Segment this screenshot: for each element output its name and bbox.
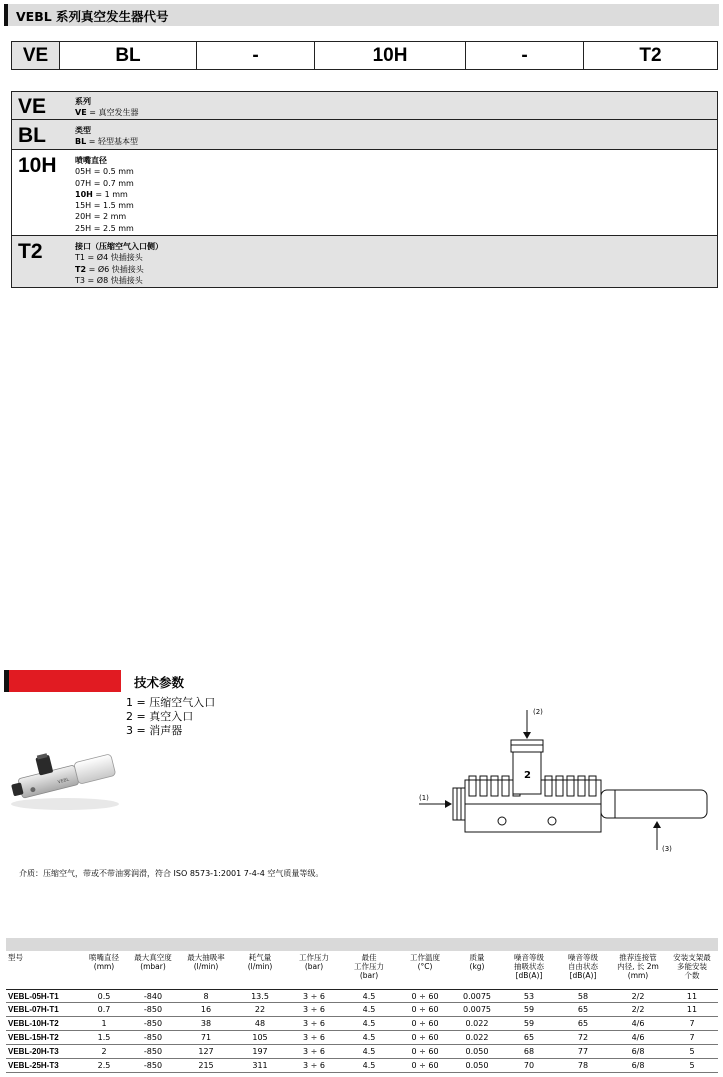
spec-table-header [6, 954, 718, 988]
model-code-cell: VEBL-10H-T2 [8, 1019, 59, 1028]
port-item: 1 = 压缩空气入口 [126, 696, 216, 709]
legend-body [75, 241, 163, 286]
legend-code: BL [18, 124, 46, 147]
spec-header-line: [dB(A)] [515, 970, 543, 980]
legend-row-series [12, 92, 717, 120]
legend-item: 10H = 1 mm [75, 189, 128, 199]
legend-heading: 喷嘴直径 [75, 156, 107, 165]
spec-value-cell: 4.5 [362, 1019, 376, 1028]
spec-value-cell: 4/6 [631, 1033, 645, 1042]
spec-header-line: (bar) [359, 970, 379, 980]
spec-value-cell: 311 [252, 1061, 268, 1070]
spec-value-cell: 0.022 [465, 1033, 489, 1042]
spec-header-line: (l/min) [247, 961, 273, 971]
spec-value-cell: 0.050 [465, 1047, 489, 1056]
code-cell-series: VE [12, 42, 60, 69]
spec-value-cell: 127 [198, 1047, 214, 1056]
legend-item: 15H = 1.5 mm [75, 201, 134, 211]
spec-header-cell [128, 954, 178, 972]
legend-item: T3 = Ø8 快插接头 [75, 275, 143, 285]
spec-header-cell [234, 954, 286, 972]
spec-value-cell: 3 ÷ 6 [303, 1061, 325, 1070]
spec-value-cell: 78 [577, 1061, 589, 1070]
model-code-cell: VEBL-05H-T1 [8, 992, 59, 1001]
section-accent-bar [4, 670, 121, 692]
spec-value-cell: 59 [523, 1019, 535, 1028]
legend-code: 10H [18, 154, 57, 177]
model-code-cell: VEBL-25H-T3 [8, 1061, 59, 1070]
spec-value-cell: 4.5 [362, 1033, 376, 1042]
spec-value-cell: 0 ÷ 60 [411, 1033, 439, 1042]
spec-header-line: 安装支架最 [673, 953, 711, 962]
spec-value-cell: 13.5 [251, 992, 269, 1001]
spec-value-cell: 0.0075 [463, 992, 491, 1001]
spec-value-cell: 5 [689, 1047, 695, 1056]
spec-value-cell: 0 ÷ 60 [411, 1047, 439, 1056]
spec-value-cell: 11 [686, 992, 698, 1001]
code-cell-type: BL [60, 42, 197, 69]
spec-value-cell: -840 [143, 992, 163, 1001]
spec-value-cell: 105 [252, 1033, 268, 1042]
spec-header-line: 噪音等级 [514, 953, 544, 962]
spec-header-line: 抽吸状态 [514, 961, 544, 971]
legend-item: 05H = 0.5 mm [75, 167, 134, 177]
spec-table-row [6, 989, 718, 1003]
spec-value-cell: 0.022 [465, 1019, 489, 1028]
medium-note: 介质：压缩空气，带或不带油雾润滑，符合 ISO 8573-1:2001 7-4-4 空气质量等级。 [19, 869, 324, 878]
technical-drawing [405, 700, 715, 860]
spec-table-row [6, 1017, 718, 1031]
spec-value-cell: 2/2 [631, 992, 645, 1001]
model-code-cell: VEBL-07H-T1 [8, 1005, 59, 1014]
spec-value-cell: 1 [101, 1019, 107, 1028]
spec-value-cell: 77 [577, 1047, 589, 1056]
legend-body [75, 96, 138, 119]
tech-section-title: 技术参数 [134, 675, 185, 690]
spec-table-row [6, 1031, 718, 1045]
spec-value-cell: 2/2 [631, 1005, 645, 1014]
spec-header-cell [8, 954, 78, 963]
spec-value-cell: 53 [523, 992, 535, 1001]
spec-header-cell [502, 954, 556, 980]
spec-value-cell: 4.5 [362, 1061, 376, 1070]
spec-header-cell [556, 954, 610, 980]
code-cell-dash: - [466, 42, 584, 69]
spec-value-cell: 0.050 [465, 1061, 489, 1070]
spec-value-cell: 71 [200, 1033, 212, 1042]
spec-value-cell: 65 [577, 1019, 589, 1028]
spec-value-cell: 4.5 [362, 992, 376, 1001]
spec-header-cell [454, 954, 500, 972]
spec-table-row [6, 1003, 718, 1017]
legend-item: T1 = Ø4 快插接头 [75, 253, 143, 263]
spec-table-row [6, 1045, 718, 1059]
spec-header-line: 自由状态 [568, 961, 598, 971]
legend-item: 07H = 0.7 mm [75, 178, 134, 188]
port-2-mark: 2 [524, 770, 531, 781]
spec-header-line: 工作温度 [410, 953, 440, 962]
legend-row-type [12, 120, 717, 150]
spec-value-cell: 0.7 [97, 1005, 111, 1014]
spec-value-cell: 5 [689, 1061, 695, 1070]
order-code-strip [11, 41, 718, 70]
silencer-label: (3) [662, 845, 672, 853]
spec-value-cell: 72 [577, 1033, 589, 1042]
spec-value-cell: 0 ÷ 60 [411, 1061, 439, 1070]
spec-header-line: (l/min) [193, 961, 219, 971]
legend-row-port [12, 236, 717, 287]
legend-heading: 接口（压缩空气入口侧） [75, 242, 163, 251]
spec-value-cell: 4.5 [362, 1047, 376, 1056]
spec-header-cell [398, 954, 452, 972]
spec-value-cell: 6/8 [631, 1047, 645, 1056]
spec-header-line: (mm) [627, 970, 649, 980]
spec-header-line: 工作压力 [299, 953, 329, 962]
legend-body [75, 125, 138, 148]
spec-value-cell: 65 [577, 1005, 589, 1014]
spec-value-cell: 59 [523, 1005, 535, 1014]
spec-value-cell: 3 ÷ 6 [303, 1047, 325, 1056]
spec-header-line: 最佳 [361, 953, 377, 962]
spec-value-cell: 22 [254, 1005, 266, 1014]
spec-header-line: 工作压力 [354, 961, 384, 971]
spec-value-cell: 197 [252, 1047, 268, 1056]
spec-header-cell [342, 954, 396, 980]
section-title-bar [4, 4, 719, 26]
spec-value-cell: 16 [200, 1005, 212, 1014]
spec-header-cell [666, 954, 718, 980]
spec-value-cell: 65 [523, 1033, 535, 1042]
spec-value-cell: -850 [143, 1033, 163, 1042]
spec-header-line: 推荐连接管 [619, 953, 657, 962]
code-cell-dash: - [197, 42, 315, 69]
spec-header-line: 多能安装 [677, 961, 707, 971]
vacuum-label: (2) [533, 708, 543, 716]
spec-value-cell: 3 ÷ 6 [303, 1005, 325, 1014]
legend-code: VE [18, 95, 47, 118]
spec-header-line: 质量 [469, 953, 485, 962]
spec-value-cell: 7 [689, 1019, 695, 1028]
legend-item: 25H = 2.5 mm [75, 223, 134, 233]
product-label: VEBL [57, 777, 70, 786]
spec-table-body [6, 989, 718, 1073]
legend-item: BL = 轻型基本型 [75, 137, 138, 147]
spec-value-cell: 38 [200, 1019, 212, 1028]
model-code-cell: VEBL-20H-T3 [8, 1047, 59, 1056]
code-cell-nozzle: 10H [315, 42, 466, 69]
spec-header-line: [dB(A)] [569, 970, 597, 980]
spec-value-cell: 3 ÷ 6 [303, 1019, 325, 1028]
spec-value-cell: 2 [101, 1047, 107, 1056]
spec-value-cell: 215 [198, 1061, 214, 1070]
spec-value-cell: 48 [254, 1019, 266, 1028]
spec-header-line: 个数 [684, 970, 700, 980]
legend-heading: 类型 [75, 126, 91, 135]
port-legend [126, 696, 215, 738]
spec-value-cell: 68 [523, 1047, 535, 1056]
spec-header-line: 最大抽吸率 [187, 953, 225, 962]
legend-code: T2 [18, 240, 43, 263]
legend-item: VE = 真空发生器 [75, 108, 139, 118]
legend-item: T2 = Ø6 快插接头 [75, 264, 144, 274]
spec-value-cell: 70 [523, 1061, 535, 1070]
spec-header-line: 噪音等级 [568, 953, 598, 962]
spec-value-cell: -850 [143, 1061, 163, 1070]
code-cell-port: T2 [639, 44, 662, 66]
spec-header-line: (bar) [304, 961, 324, 971]
spec-value-cell: 11 [686, 1005, 698, 1014]
spec-value-cell: -850 [143, 1005, 163, 1014]
spec-value-cell: 0.5 [97, 992, 111, 1001]
legend-heading: 系列 [75, 97, 91, 106]
spec-value-cell: 0.0075 [463, 1005, 491, 1014]
spec-value-cell: 0 ÷ 60 [411, 1005, 439, 1014]
spec-value-cell: 7 [689, 1033, 695, 1042]
spec-header-line: 耗气量 [248, 953, 272, 962]
spec-header-cell [288, 954, 340, 972]
spec-header-line: 喷嘴直径 [89, 953, 119, 962]
legend-row-nozzle [12, 150, 717, 236]
product-photo [5, 738, 121, 814]
spec-header-cell [180, 954, 232, 972]
spec-value-cell: 1.5 [97, 1033, 111, 1042]
spec-value-cell: 3 ÷ 6 [303, 1033, 325, 1042]
spec-value-cell: 6/8 [631, 1061, 645, 1070]
spec-table-row [6, 1059, 718, 1073]
spec-value-cell: -850 [143, 1019, 163, 1028]
legend-item: 20H = 2 mm [75, 212, 127, 222]
legend-body [75, 155, 134, 234]
code-legend-table [11, 91, 718, 288]
spec-value-cell: 8 [203, 992, 209, 1001]
spec-value-cell: 4/6 [631, 1019, 645, 1028]
inlet-label: (1) [419, 794, 429, 802]
model-code-cell: VEBL-15H-T2 [8, 1033, 59, 1042]
spec-value-cell: 58 [577, 992, 589, 1001]
spec-header-line: (°C) [417, 961, 433, 971]
spec-header-line: 型号 [8, 953, 23, 962]
port-item: 3 = 消声器 [126, 724, 183, 737]
spec-header-line: (mbar) [140, 961, 166, 971]
page-title: VEBL 系列真空发生器代号 [16, 9, 169, 24]
spec-value-cell: 3 ÷ 6 [303, 992, 325, 1001]
spec-header-cell [80, 954, 128, 972]
spec-value-cell: 0 ÷ 60 [411, 992, 439, 1001]
spec-header-line: (kg) [469, 961, 485, 971]
spec-value-cell: 2.5 [97, 1061, 111, 1070]
spec-header-cell [610, 954, 666, 980]
spec-header-line: (mm) [93, 961, 115, 971]
spec-value-cell: 4.5 [362, 1005, 376, 1014]
spec-value-cell: -850 [143, 1047, 163, 1056]
spec-table-band [6, 938, 718, 951]
spec-header-line: 内径, 长 2m [617, 961, 659, 971]
port-item: 2 = 真空入口 [126, 710, 194, 723]
spec-value-cell: 0 ÷ 60 [411, 1019, 439, 1028]
spec-header-line: 最大真空度 [134, 953, 172, 962]
